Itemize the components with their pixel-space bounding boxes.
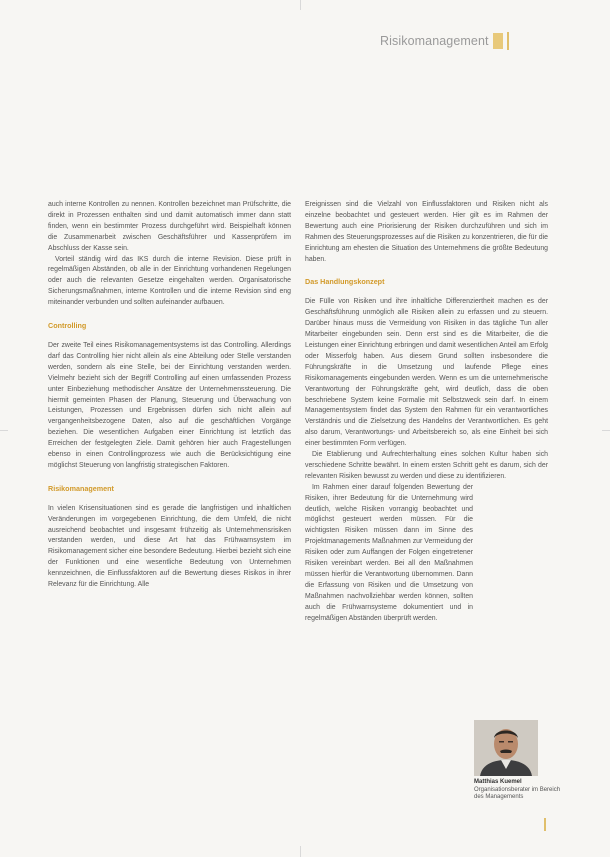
left-paragraph-3: Der zweite Teil eines Risikomanagementsystems ist das Controlling. Allerdings darf das Controlling hier nicht allein als eine Abteilung oder Stelle verstanden werden, sondern als eine Stelle, bei der Einrichtung verstanden werden. Vielmehr bezieht sich der Begriff Controlling auf einen umfassenden Prozess unter Einbeziehung methodischer Ansätze der Unternehmenssteuerung. Die hiermit gemeinten Phasen der Planung, Steuerung und Überwachung von Leistungen, Prozessen und Ergebnissen dürfen sich nicht allein auf vergangenheitsbezogene Daten, also auf die geschäftlichen Vorgänge beziehen. Die wesentlichen Aufgaben einer Einrichtung ist letztlich das Erreichen der festgelegten Ziele. Damit gehören hier auch Fragestellungen ebenso in einen Controllingprozess wie auch die Berücksichtigung eine möglichst Steuerung von langfristig strategischen Faktoren. [48, 341, 291, 469]
right-paragraph-2: Die Fülle von Risiken und ihre inhaltliche Differenziertheit machen es der Geschäftsführung unmöglich alle Risiken allein zu erfassen und zu steuern. Darüber hinaus muss die Vermeidung von Risiken in das tägliche Tun aller Mitarbeiter eingebunden sein. Denn erst sind es die Mitarbeiter, die die Leistungen einer Einrichtung erbringen und damit wesentlichen Anteil am Erfolg oder Misserfolg haben. Aus diesem Grund sollten insbesondere die Führungskräfte in die Umsetzung und laufende Pflege eines Risikomanagements eingebunden werden. Wenn es um die unternehmerische Verantwortung der Führungskräfte geht, wird deutlich, dass die oben beschriebene System keine Formalie mit Selbstzweck sein darf. In einem Managementsystem findet das System den Rahmen für ein verantwortliches Verständnis und die Zielsetzung des Handelns der Verantwortlichen. Es geht also darum, Verantwortungs- und Arbeitsbereich so, als eine Einheit bei sich einer bestimmten Form verfügen. [305, 298, 548, 448]
left-paragraph-4: In vielen Krisensituationen sind es gerade die langfristigen und inhaltlichen Veränderungen im vorgegebenen Einrichtung, die dem Umfeld, die nicht ausreichend beobachtet und insgesamt frühzeitig als Unternehmensrisiken verstanden werden, und diese Art hat das Frühwarnsystem im Risikomanagement sicher eine besondere Bedeutung. Hierbei bezieht sich eine der Funktionen und eine wesentliche Bedeutung von Unternehmen kennzeichnen, die Einflussfaktoren auf die Bewertung dieses Risikos in ihrer Relevanz für die Einrichtung. Alle [48, 504, 291, 589]
crop-mark-top [300, 0, 301, 10]
author-role: Organisationsberater im Bereich des Managements [474, 786, 561, 800]
right-paragraph-4: Im Rahmen einer darauf folgenden Bewertung der Risiken, ihrer Bedeutung für die Unternehmung wird deutlich, welche Risiken vorrangig beobachtet und möglichst gesteuert werden müssen. Für die wichtigsten Risiken müssen dann im Sinne des Projektmanagements Maßnahmen zur Vermeidung der Risiken oder zum Auffangen der Folgen eingetretener Risiken vereinbart werden. Bei all den Maßnahmen müssen hierfür die Verantwortung übernommen. Dann die Erfassung von Risiken und die Umsetzung von Maßnahmen nachvollziehbar werden können, sollten auch die Frühwarnsysteme dokumentiert und in regelmäßigen Abständen überprüft werden. [305, 483, 473, 622]
crop-mark-left [0, 430, 8, 431]
section-title: Risikomanagement [380, 34, 489, 48]
right-paragraph-3: Die Etablierung und Aufrechterhaltung eines solchen Kultur haben sich verschiedene Schritte bewährt. In einem ersten Schritt geht es darum, sich der relevanten Risiken bewusst zu werden und diese zu identifizieren. [305, 451, 548, 480]
right-column [305, 200, 548, 625]
heading-controlling: Controlling [48, 321, 87, 331]
author-caption [474, 779, 570, 802]
section-tag [493, 33, 504, 49]
running-header [380, 33, 570, 49]
crop-mark-right [602, 430, 610, 431]
author-portrait [474, 720, 538, 776]
left-paragraph-2: Vorteil ständig wird das IKS durch die interne Revision. Diese prüft in regelmäßigen Abständen, ob alle in der Einrichtung vorhandenen Regelungen oder auch die relevanten Gesetze eingehalten werden. Organisatorische Sicherungsmaßnahmen, interne Kontrollen und die interne Revision sind eng miteinander verbunden und sollten aufeinander aufbauen. [48, 255, 291, 307]
left-column [48, 200, 291, 591]
author-name: Matthias Kuemel [474, 779, 522, 785]
right-paragraph-1: Ereignissen sind die Vielzahl von Einflussfaktoren und Risiken nicht als einzelne beobachtet und gesteuert werden. Hier gilt es im Rahmen der Bewertung auch eine Priorisierung der Risiken durchzuführen und sich im Rahmen des Steuerungsprozesses auf die Risiken zu konzentrieren, die für die Einrichtung am ehesten die Situation des Unternehmens die größte Bedeutung haben. [305, 201, 548, 263]
footer-accent-bar [544, 818, 546, 831]
heading-handlungskonzept: Das Handlungskonzept [305, 277, 385, 287]
header-accent-bar [507, 32, 509, 50]
footer-page [544, 818, 550, 831]
crop-mark-bottom [300, 846, 301, 857]
author-box [474, 720, 570, 806]
heading-risikomanagement: Risikomanagement [48, 483, 114, 493]
left-paragraph-1: auch interne Kontrollen zu nennen. Kontrollen bezeichnet man Prüfschritte, die direkt in Prozessen enthalten sind und damit automatisch immer dann statt finden, wenn ein bestimmter Prozess durchgeführt wird. Beispielhaft können die Zusammenarbeit zwischen Geschäftsführer und Kassenprüfern im Abschluss der Kasse sein. [48, 201, 291, 252]
